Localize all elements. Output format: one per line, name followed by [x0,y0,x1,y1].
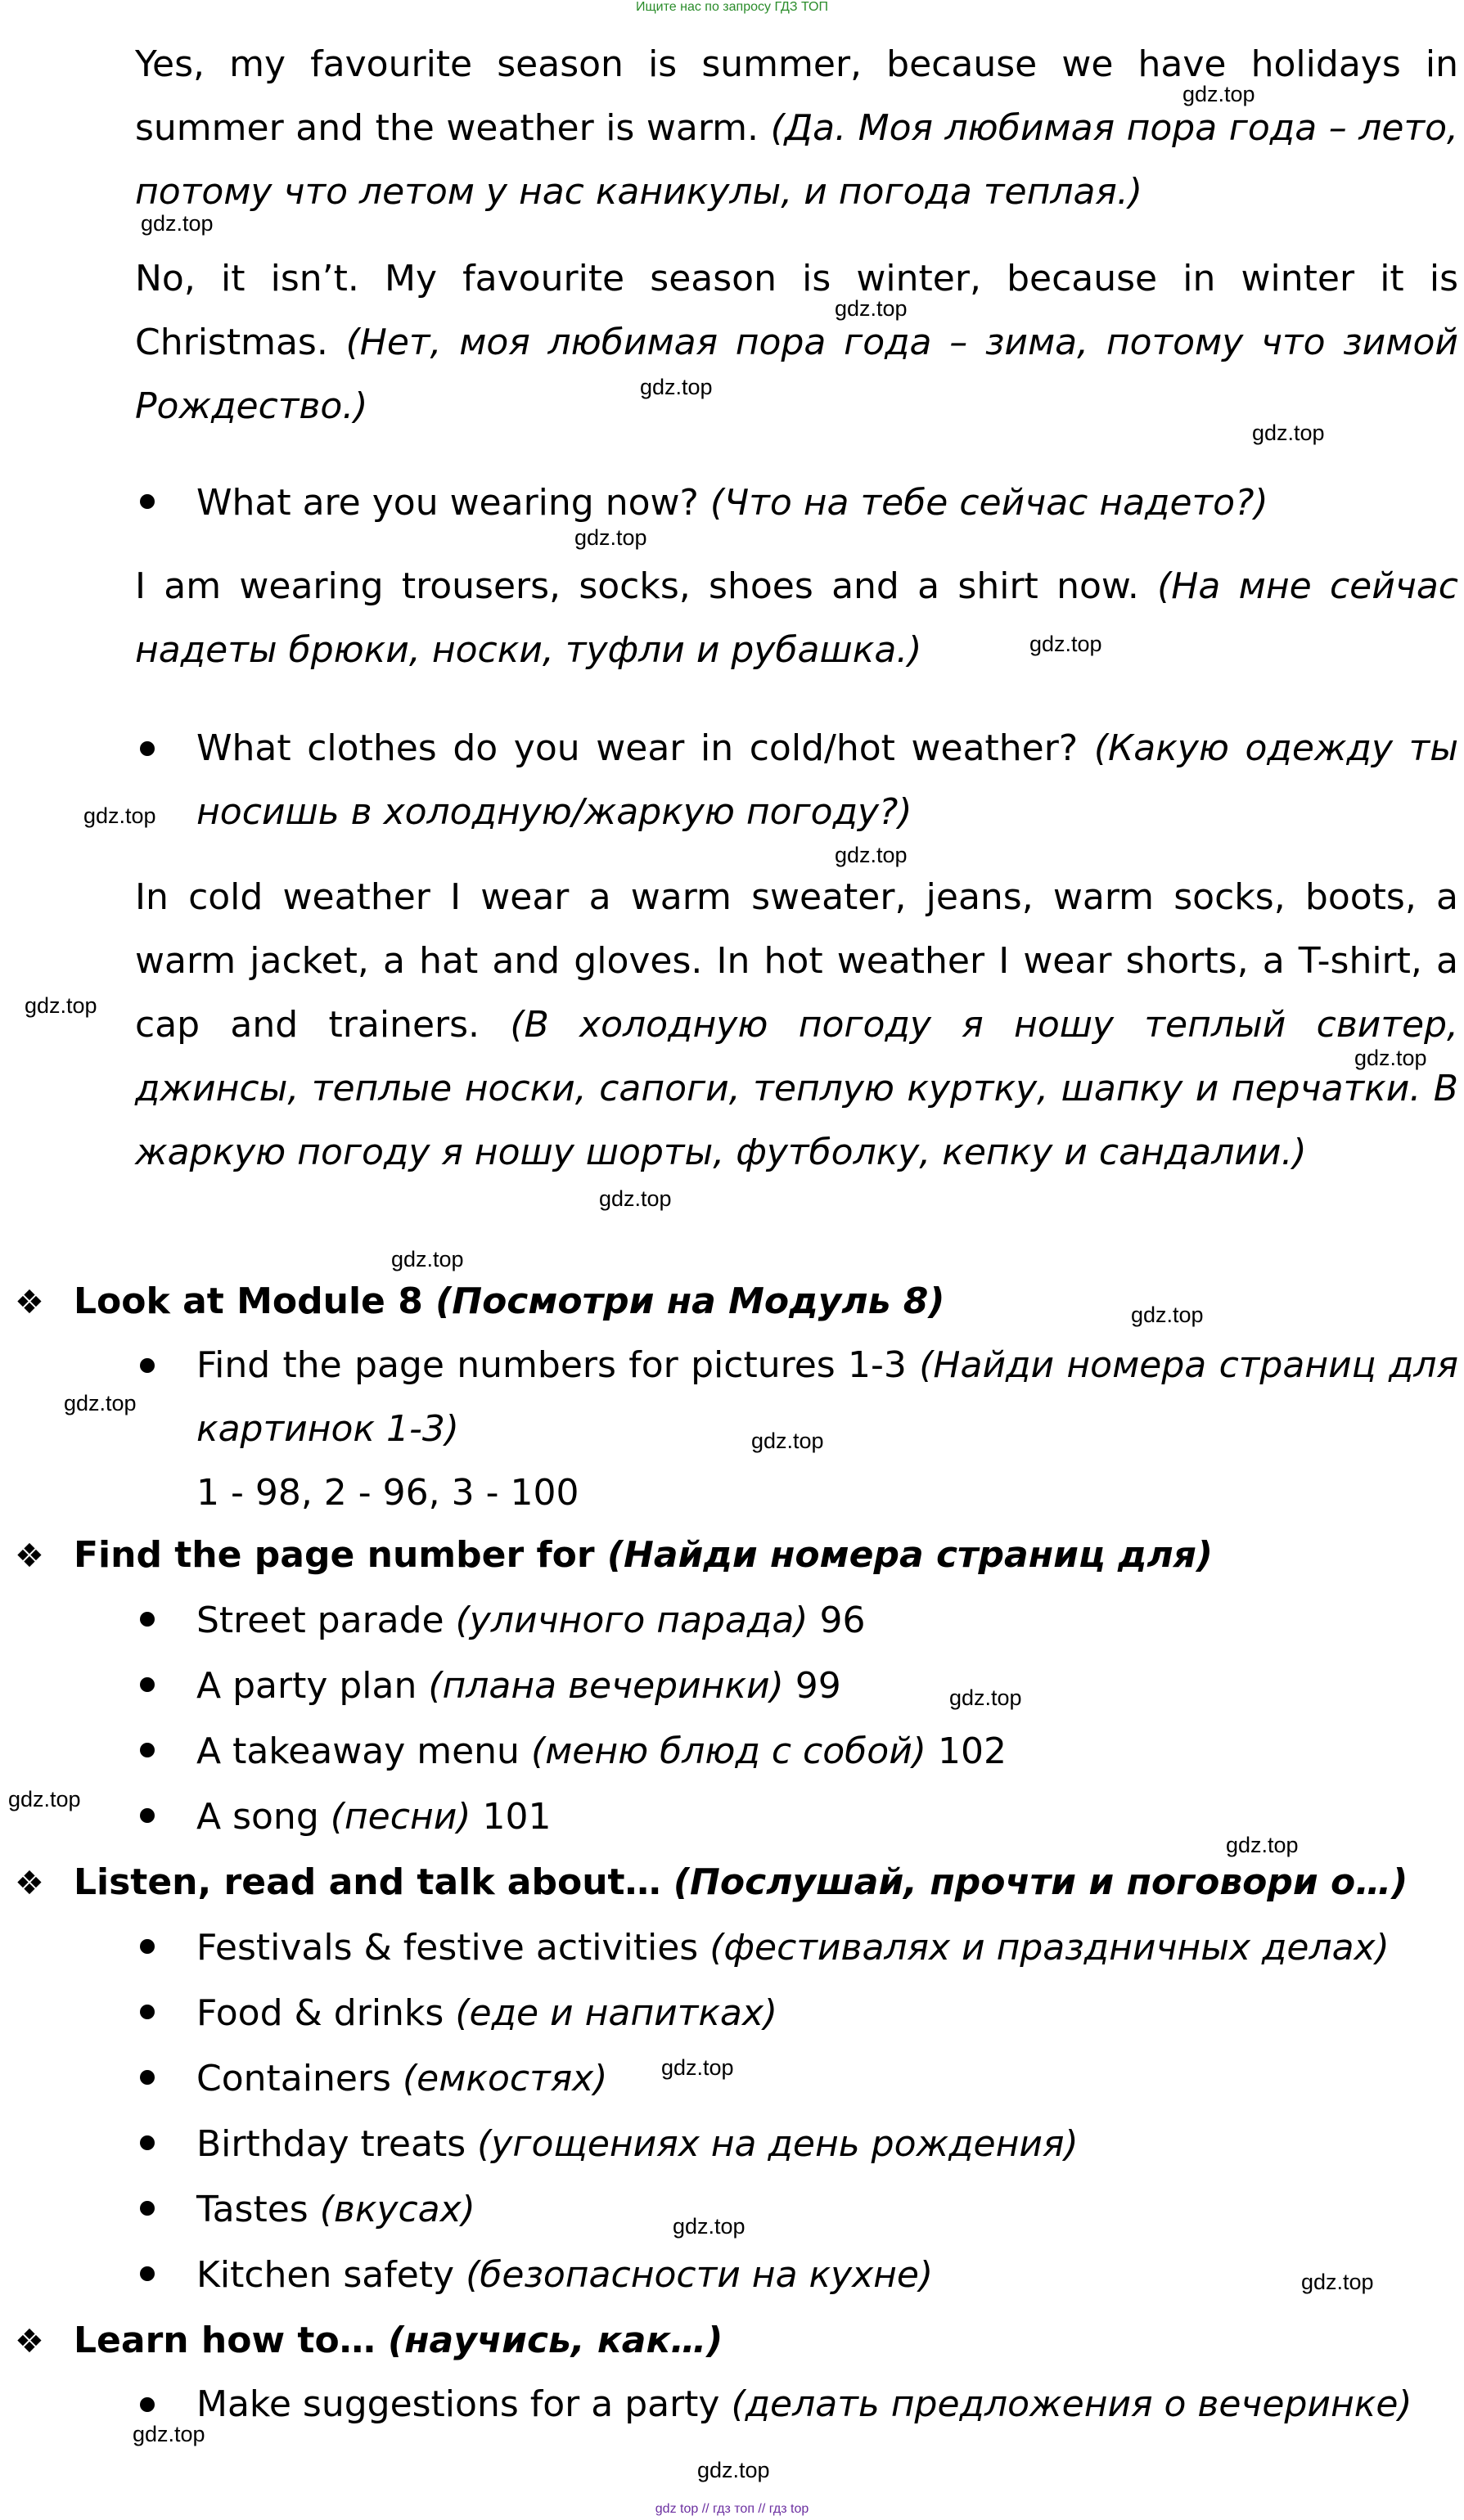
section-listen-heading [15,1851,1408,1915]
bullet-dot [140,1743,155,1757]
answer-clothes [135,866,1458,1185]
page-number: 99 [795,1665,841,1707]
list-item-ru: (угощениях на день рождения) [477,2123,1079,2165]
diamond-bullet-icon: ❖ [15,1865,44,1902]
answer-wearing-en: I am wearing trousers, socks, shoes and a shirt now. [135,565,1139,607]
list-item-en: Containers [196,2058,391,2099]
watermark: gdz.top [25,993,97,1018]
section-look-title-ru: (Посмотри на Модуль 8) [435,1280,945,1322]
list-item-ru: (безопасности на кухне) [466,2254,934,2296]
answer-winter [135,247,1458,439]
watermark: gdz.top [697,2458,770,2482]
list-item-en: Kitchen safety [196,2254,455,2296]
list-item-ru: (песни) [330,1796,471,1838]
watermark: gdz.top [1182,82,1255,106]
bullet-dot [140,2135,155,2150]
question-clothes-en: What clothes do you wear in cold/hot weather? [196,727,1079,769]
section-find-title-ru: (Найди номера страниц для) [606,1534,1214,1576]
bullet-dot [140,1939,155,1954]
section-learn-heading [15,2309,723,2374]
list-item [196,1720,1007,1784]
diamond-bullet-icon: ❖ [15,2323,44,2360]
list-item [196,1654,841,1718]
answer-summer [135,33,1458,224]
list-item [196,2243,933,2307]
bottom-banner: gdz top // гдз топ // гдз top [655,2502,809,2516]
watermark: gdz.top [133,2422,205,2446]
page-number: 102 [937,1730,1007,1772]
bullet-dot [140,1358,155,1373]
list-item-en: Tastes [196,2189,309,2230]
section-find-title-en: Find the page number for [74,1534,595,1576]
bullet-dot [140,1612,155,1627]
watermark: gdz.top [751,1429,824,1453]
answer-clothes-en: In cold weather I wear a warm sweater, jeans, warm socks, boots, a warm jacket, a hat and gloves. In hot weather I wear shorts, a T-shirt, a cap and trainers. [135,876,1458,1046]
watermark: gdz.top [391,1247,464,1271]
list-item-en: Street parade [196,1600,444,1641]
question-clothes-ru: (Какую одежду ты носишь в холодную/жаркую погоду?) [196,727,1458,833]
watermark: gdz.top [83,803,156,828]
bullet-dot [140,2397,155,2412]
watermark: gdz.top [1252,421,1325,445]
list-item [196,2047,607,2111]
section-look-title-en: Look at Module 8 [74,1280,423,1322]
watermark: gdz.top [141,211,214,236]
watermark: gdz.top [1131,1303,1204,1327]
list-item-ru: (плана вечеринки) [428,1665,784,1707]
question-wearing [196,471,1268,535]
list-item-ru: (меню блюд с собой) [530,1730,926,1772]
list-item-ru: (уличного парада) [455,1600,809,1641]
list-item [196,1982,777,2045]
list-item-en: A takeaway menu [196,1730,520,1772]
section-learn-title-ru: (научись, как…) [388,2320,723,2361]
list-item [196,1785,551,1849]
bullet-dot [140,1808,155,1823]
list-item [196,1589,865,1653]
watermark: gdz.top [64,1391,137,1415]
answer-summer-en: Yes, my favourite season is summer, because we have holidays in summer and the weather is warm. [135,43,1458,149]
watermark: gdz.top [640,375,713,399]
watermark: gdz.top [1354,1046,1427,1070]
list-item [196,2178,475,2242]
learn-item-ru: (делать предложения о вечеринке) [731,2383,1412,2425]
bullet-dot [140,2266,155,2281]
list-item-ru: (вкусах) [319,2189,475,2230]
bullet-dot [140,1677,155,1692]
answer-wearing [135,555,1458,682]
watermark: gdz.top [661,2055,734,2080]
watermark: gdz.top [599,1186,672,1211]
watermark: gdz.top [1029,632,1102,656]
bullet-dot [140,2070,155,2085]
list-item [196,2113,1079,2176]
watermark: gdz.top [1301,2270,1374,2294]
top-banner: Ищите нас по запросу ГДЗ ТОП [636,0,828,14]
look-item-ru: (Найди номера страниц для картинок 1-3) [196,1344,1458,1450]
look-answer: 1 - 98, 2 - 96, 3 - 100 [196,1472,579,1514]
watermark: gdz.top [835,843,908,867]
question-wearing-ru: (Что на тебе сейчас надето?) [709,482,1268,524]
bullet-dot [140,2201,155,2216]
list-item [196,1916,1390,1980]
look-item [196,1334,1458,1461]
page-number: 101 [482,1796,552,1838]
watermark: gdz.top [8,1787,81,1811]
question-wearing-en: What are you wearing now? [196,482,699,524]
page-number: 96 [819,1600,866,1641]
learn-item [196,2373,1458,2437]
question-clothes [196,717,1458,844]
answer-clothes-ru: (В холодную погоду я ношу теплый свитер, джинсы, теплые носки, сапоги, теплую куртку, шапку и перчатки. В жаркую погоду я ношу шорты, футболку, кепку и сандалии.) [135,1004,1458,1173]
diamond-bullet-icon: ❖ [15,1537,44,1575]
section-find-heading [15,1523,1213,1588]
section-listen-title-en: Listen, read and talk about… [74,1861,661,1903]
bullet-dot [140,494,155,509]
answer-winter-en: No, it isn’t. My favourite season is winter, because in winter it is Christmas. [135,258,1458,363]
section-learn-title-en: Learn how to… [74,2320,376,2361]
watermark: gdz.top [949,1685,1022,1710]
answer-wearing-ru: (На мне сейчас надеты брюки, носки, туфли и рубашка.) [135,565,1458,671]
answer-winter-ru: (Нет, моя любимая пора года – зима, потому что зимой Рождество.) [135,322,1458,427]
diamond-bullet-icon: ❖ [15,1284,44,1321]
list-item-en: Birthday treats [196,2123,466,2165]
list-item-ru: (емкостях) [402,2058,608,2099]
look-item-en: Find the page numbers for pictures 1-3 [196,1344,907,1386]
list-item-ru: (еде и напитках) [455,1992,778,2034]
list-item-en: A party plan [196,1665,417,1707]
bullet-dot [140,741,155,756]
watermark: gdz.top [1226,1833,1299,1857]
learn-item-en: Make suggestions for a party [196,2383,720,2425]
list-item-en: Festivals & festive activities [196,1927,699,1969]
watermark: gdz.top [574,525,647,550]
list-item-ru: (фестивалях и праздничных делах) [709,1927,1390,1969]
list-item-en: Food & drinks [196,1992,444,2034]
section-look-heading [15,1270,944,1334]
section-listen-title-ru: (Послушай, прочти и поговори о…) [673,1861,1408,1903]
answer-summer-ru: (Да. Моя любимая пора года – лето, потому что летом у нас каникулы, и погода теплая.) [135,107,1458,213]
watermark: gdz.top [835,296,908,321]
watermark: gdz.top [673,2214,746,2239]
bullet-dot [140,2005,155,2019]
list-item-en: A song [196,1796,319,1838]
